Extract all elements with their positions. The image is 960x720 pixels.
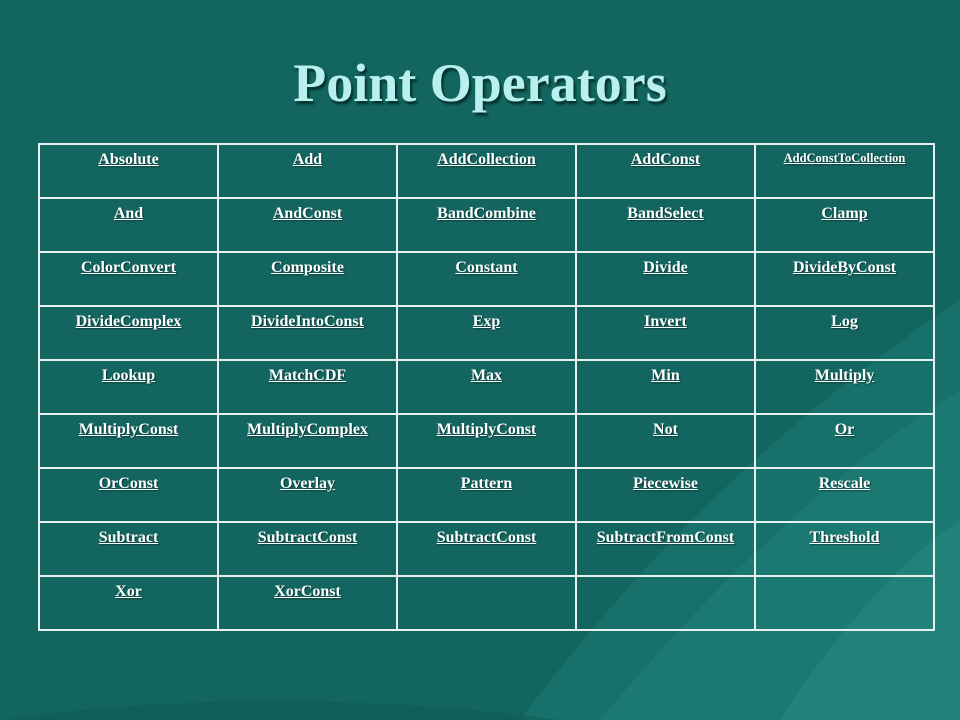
table-cell (39, 360, 218, 414)
operator-link[interactable]: Not (653, 421, 678, 438)
operator-link[interactable]: BandCombine (437, 205, 536, 222)
slide-title: Point Operators (293, 53, 667, 113)
operator-link[interactable]: SubtractConst (257, 529, 358, 546)
table-cell (576, 306, 755, 360)
table-row (39, 144, 934, 198)
table-cell (755, 576, 934, 630)
operator-link[interactable]: Exp (472, 313, 501, 330)
operator-link[interactable]: MultiplyConst (78, 421, 179, 438)
operator-link[interactable]: SubtractFromConst (596, 529, 735, 546)
operator-link[interactable]: Constant (455, 259, 518, 276)
table-cell (39, 306, 218, 360)
table-cell (397, 468, 576, 522)
table-cell (218, 252, 397, 306)
table-cell (755, 360, 934, 414)
operator-link[interactable]: SubtractConst (436, 529, 537, 546)
table-cell (218, 306, 397, 360)
table-row (39, 414, 934, 468)
table-cell (576, 252, 755, 306)
table-cell (576, 414, 755, 468)
table-cell (39, 522, 218, 576)
operator-link[interactable]: And (113, 205, 144, 222)
table-cell (39, 576, 218, 630)
operator-link[interactable]: Absolute (98, 151, 159, 168)
table-cell (397, 414, 576, 468)
table-row (39, 198, 934, 252)
table-cell (576, 522, 755, 576)
operator-link[interactable]: Max (470, 367, 503, 384)
operator-link (398, 577, 575, 583)
operator-link[interactable]: DivideIntoConst (251, 313, 364, 330)
table-row (39, 306, 934, 360)
operator-link[interactable]: Subtract (98, 529, 159, 546)
operator-link[interactable]: OrConst (98, 475, 159, 492)
operator-link[interactable]: AddCollection (437, 151, 536, 168)
operator-link[interactable]: Threshold (809, 529, 880, 546)
table-row (39, 468, 934, 522)
operator-link[interactable]: Composite (271, 259, 344, 276)
table-cell (576, 360, 755, 414)
operator-link[interactable]: DivideComplex (75, 313, 182, 330)
operator-link[interactable]: Overlay (279, 475, 336, 492)
table-cell (218, 414, 397, 468)
table-cell (218, 468, 397, 522)
operator-link[interactable]: MultiplyComplex (247, 421, 368, 438)
table-cell (397, 198, 576, 252)
operator-link[interactable]: XorConst (274, 583, 341, 600)
table-cell (755, 468, 934, 522)
operator-link[interactable]: AddConst (630, 151, 701, 168)
operator-link[interactable]: Clamp (821, 205, 868, 222)
table-cell (218, 198, 397, 252)
operator-link[interactable]: Multiply (814, 367, 875, 384)
operator-link[interactable]: AddConstToCollection (783, 151, 906, 165)
table-cell (218, 576, 397, 630)
table-cell (576, 468, 755, 522)
table-cell (39, 144, 218, 198)
operator-link[interactable]: Pattern (460, 475, 513, 492)
operators-table-container (38, 143, 935, 631)
table-row (39, 360, 934, 414)
operator-link[interactable]: DivideByConst (792, 259, 897, 276)
operator-link[interactable]: Xor (115, 583, 142, 600)
table-cell (39, 252, 218, 306)
table-cell (39, 414, 218, 468)
table-cell (576, 576, 755, 630)
operator-link[interactable]: Log (831, 313, 858, 330)
table-cell (39, 468, 218, 522)
operator-link[interactable]: Lookup (101, 367, 156, 384)
operator-link[interactable]: MultiplyConst (436, 421, 537, 438)
table-cell (397, 522, 576, 576)
table-cell (576, 198, 755, 252)
table-cell (39, 198, 218, 252)
table-cell (397, 144, 576, 198)
table-cell (755, 306, 934, 360)
table-row (39, 576, 934, 630)
operator-link[interactable]: MatchCDF (268, 367, 347, 384)
table-cell (397, 306, 576, 360)
table-row (39, 252, 934, 306)
operator-link (577, 577, 754, 583)
table-cell (755, 198, 934, 252)
table-cell (755, 144, 934, 198)
table-cell (755, 252, 934, 306)
operator-link[interactable]: Rescale (818, 475, 871, 492)
table-cell (218, 522, 397, 576)
table-cell (397, 576, 576, 630)
table-cell (218, 144, 397, 198)
operators-table (38, 143, 935, 631)
operator-link[interactable]: Piecewise (633, 475, 698, 492)
operator-link[interactable]: Invert (644, 313, 687, 330)
operator-link[interactable]: Or (834, 421, 855, 438)
table-cell (755, 414, 934, 468)
table-cell (576, 144, 755, 198)
operator-link (756, 577, 933, 583)
operator-link[interactable]: AndConst (272, 205, 343, 222)
operator-link[interactable]: Divide (643, 259, 688, 276)
operator-link[interactable]: Add (292, 151, 323, 168)
table-row (39, 522, 934, 576)
table-cell (218, 360, 397, 414)
operators-table-body (39, 144, 934, 630)
table-cell (397, 360, 576, 414)
operator-link[interactable]: Min (651, 367, 680, 384)
table-cell (755, 522, 934, 576)
operator-link[interactable]: ColorConvert (80, 259, 177, 276)
table-cell (397, 252, 576, 306)
operator-link[interactable]: BandSelect (627, 205, 704, 222)
